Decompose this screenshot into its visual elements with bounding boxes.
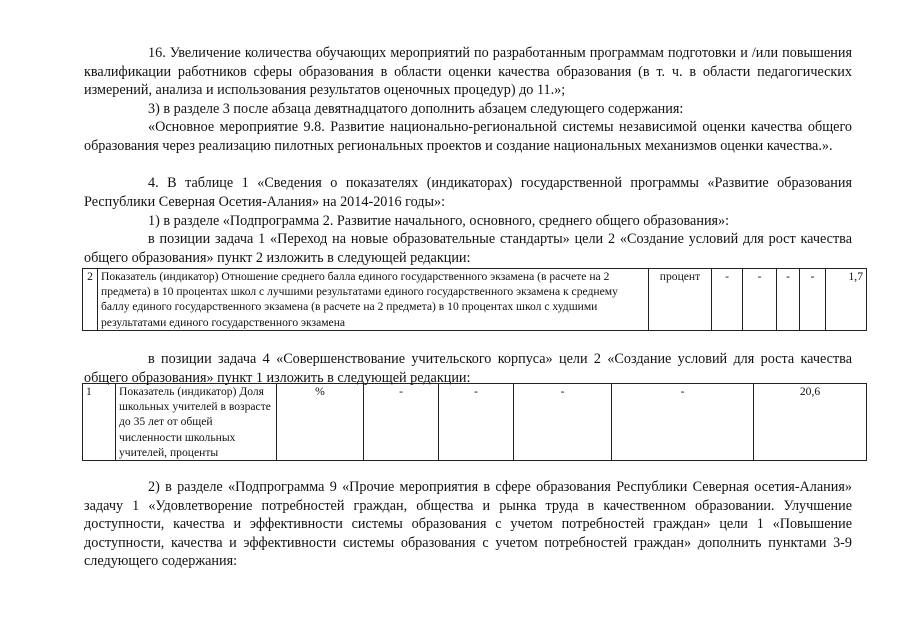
paragraph-section-3: 3) в разделе 3 после абзаца девятнадцатого дополнить абзацем следующего содержания: [148,101,684,117]
table-cell-value: - [612,384,754,461]
indicator-table-1 [82,268,867,331]
table-cell-value: - [777,269,800,331]
table-row [83,384,867,461]
table-cell-unit: процент [649,269,712,331]
table-cell-value: - [364,384,439,461]
table-row [83,269,867,331]
table-cell-indicator: Показатель (индикатор) Доля школьных учителей в возрасте до 35 лет от общей численности школьных учителей, проценты [116,384,277,461]
paragraph-subprogram-9: 2) в разделе «Подпрограмма 9 «Прочие мероприятия в сфере образования Республики Северная осетия-Алания» задачу 1 «Удовлетворение потребностей граждан, общества и рынка труда в качественном образовании. Улучшение доступности, качества и эффективности системы образования с учетом потребностей граждан» цели 1 «Повышение доступности, качества и эффективности системы образования с учетом потребностей граждан» дополнить пунктами 3-9 следующего содержания: [84,479,852,570]
table-cell-value: - [514,384,612,461]
table-cell-value-target: 20,6 [754,384,867,461]
table-cell-value: - [743,269,777,331]
table-cell-number: 1 [83,384,116,461]
paragraph-table-1: 4. В таблице 1 «Сведения о показателях (индикаторах) государственной программы «Развитие образования Республики Северная Осетия-Алания» на 2014-2016 годы»: [84,175,852,210]
table-cell-indicator: Показатель (индикатор) Отношение среднего балла единого государственного экзамена (в расчете на 2 предмета) в 10 процентах школ с лучшими результатами единого государственного экзамена к среднему баллу единого государственного экзамена (в расчете на 2 предмета) в 10 процентах школ с худшими результатами единого государственного экзамена [98,269,649,331]
paragraph-task-1-position: в позиции задача 1 «Переход на новые образовательные стандарты» цели 2 «Создание условий для рост качества общего образования» пункт 2 изложить в следующей редакции: [84,231,852,266]
paragraph-task-4-position: в позиции задача 4 «Совершенствование учительского корпуса» цели 2 «Создание условий для роста качества общего образования» пункт 1 изложить в следующей редакции: [84,351,852,386]
table-cell-value: - [800,269,826,331]
paragraph-main-activity-9-8: «Основное мероприятие 9.8. Развитие национально-региональной системы независимой оценки качества общего образования через реализацию пилотных региональных проектов и создание национальных механизмов оценки качества.». [84,119,852,154]
paragraph-item-16: 16. Увеличение количества обучающих мероприятий по разработанным программам подготовки и /или повышения квалификации работников сферы образования в области оценки качества образования (в т. ч. в области педагогических измерений, анализа и использования результатов оценочных процедур) до 11.»; [84,45,852,99]
paragraph-subprogram-2: 1) в разделе «Подпрограмма 2. Развитие начального, основного, среднего общего образования»: [148,213,730,229]
table-cell-value: - [439,384,514,461]
table-cell-value-target: 1,7 [826,269,867,331]
table-cell-number: 2 [83,269,98,331]
indicator-table-2 [82,383,867,461]
table-cell-unit: % [277,384,364,461]
table-cell-value: - [712,269,743,331]
